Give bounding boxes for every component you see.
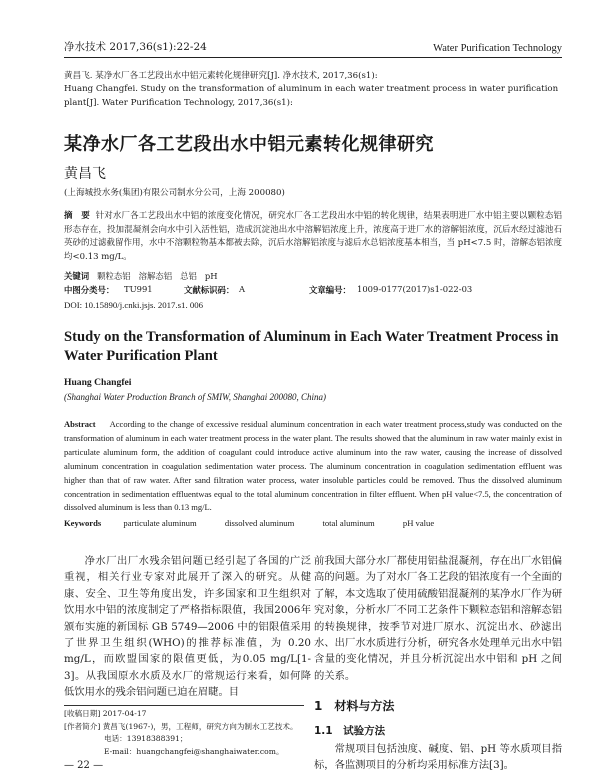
classification-row <box>64 284 562 296</box>
abstract-cn <box>64 210 562 264</box>
running-header <box>64 38 562 54</box>
title-en: Study on the Transformation of Aluminum in Each Water Treatment Process in Water Purification Plant <box>64 329 559 364</box>
footnote-rule <box>64 705 304 706</box>
doc-code-value: A <box>239 284 246 294</box>
citation-en: Huang Changfei. Study on the transformation of aluminum in each water treatment process in water purification plant[J]. Water Purification Technology, 2017,36(s1): <box>64 84 559 108</box>
abstract-cn-label: 摘 要 <box>64 211 90 221</box>
abstract-cn-text: 针对水厂各工艺段出水中铝的浓度变化情况，研究水厂各工艺段出水中铝的转化规律，结果表明进厂水中铝主要以颗粒态铝形态存在，投加混凝剂会向水中引入活性铝，造成沉淀池出水中溶解铝浓度上升，浓度高于进厂水的溶解铝浓度，沉后水经过滤池石英砂的过滤截留作用，水中不溶颗粒物基本都被去除，沉后水溶解铝浓度与滤后水总铝浓度基本相当，当 pH<7.5 时，溶解态铝浓度均<0.13 mg/L。 <box>64 211 562 262</box>
doi: DOI: 10.15890/j.cnki.jsjs. 2017.s1. 006 <box>64 300 204 310</box>
methods-paragraph: 常规项目包括浊度、碱度、铝、pH 等水质项目指标，各监测项目的分析均采用标准方法[3]。 <box>314 743 562 772</box>
page-number: — 22 — <box>64 760 104 771</box>
keyword-cn-item: 总铝 <box>180 271 197 281</box>
author-bio: [作者简介] 黄昌飞(1967-)，男，工程师，研究方向为制水工艺技术。 <box>64 721 298 731</box>
keyword-cn-item: 溶解态铝 <box>138 271 173 281</box>
keywords-en-label: Keywords <box>64 518 102 528</box>
citation-cn: 黄昌飞. 某净水厂各工艺段出水中铝元素转化规律研究[J]. 净水技术, 2017,36(s1): <box>64 71 378 81</box>
clc-label: 中图分类号： <box>64 285 115 295</box>
section-heading: 1 材料与方法 <box>314 699 395 714</box>
author-en: Huang Changfei <box>64 377 132 388</box>
abstract-en <box>64 418 562 515</box>
clc-value: TU991 <box>124 284 153 294</box>
keywords-cn <box>64 270 562 282</box>
citation-block <box>64 70 562 110</box>
keywords-en <box>64 518 562 528</box>
affiliation-en: (Shanghai Water Production Branch of SMIW, Shanghai 200080, China) <box>64 392 326 402</box>
author-phone: 电话：13918388391； <box>104 734 188 743</box>
footnote <box>64 708 314 758</box>
subsection-heading: 1.1 试验方法 <box>314 724 386 737</box>
title-cn: 某净水厂各工艺段出水中铝元素转化规律研究 <box>64 134 434 155</box>
author-email: E-mail：huangchangfei@shanghaiwater.com。 <box>104 746 284 756</box>
keyword-en-item: dissolved aluminum <box>224 518 295 528</box>
keyword-en-item: pH value <box>402 518 435 528</box>
body-left-column <box>64 553 311 701</box>
keyword-en-item: total aluminum <box>322 518 375 528</box>
article-no-value: 1009-0177(2017)s1-022-03 <box>357 284 473 294</box>
doc-code-label: 文献标识码： <box>184 285 235 295</box>
keyword-cn-item: 颗粒态铝 <box>97 271 131 281</box>
intro-paragraph-left: 净水厂出厂水残余铝问题已经引起了各国的广泛重视，相关行业专家对此展开了深入的研究。从健康、安全、卫生等角度出发，许多国家和卫生组织对饮用水中铝的浓度制定了严格指标限值，我国2006年颁布实施的新国标 GB 5749—2006 中的铝限值采用了世界卫生组织(WHO)的推荐标准值，为 0.20 mg/L，而欧盟国家的限值更低，为0.05 mg/L[1-3]。从我国原水水质及水厂的常规运行来看，如何降低饮用水的残余铝问题已迫在眉睫。目 <box>64 555 311 699</box>
affiliation-cn: (上海城投水务(集团)有限公司制水分公司，上海 200080) <box>64 188 285 198</box>
keyword-en-item: particulate aluminum <box>123 518 197 528</box>
received-date: [收稿日期] 2017-04-17 <box>64 709 147 718</box>
body-right-column <box>314 553 562 774</box>
journal-header-cn: 净水技术 2017,36(s1):22-24 <box>64 41 207 53</box>
header-rule <box>64 57 562 58</box>
keywords-cn-label: 关键词 <box>64 271 90 281</box>
intro-paragraph-right: 前我国大部分水厂都使用铝盐混凝剂，存在出厂水铝偏高的问题。为了对水厂各工艺段的铝浓度有一个全面的了解，本文选取了使用硫酸铝混凝剂的某净水厂作为研究对象，分析水厂不同工艺条件下颗粒态铝和溶解态铝的转换规律，按季节对进厂原水、沉淀出水、砂滤出水、出厂水水质进行分析，研究各水处理单元出水中铝含量的变化情况，并且分析沉淀出水中铝和 pH 之间的关系。 <box>314 555 562 682</box>
keyword-cn-item: pH <box>204 271 218 281</box>
abstract-en-text: According to the change of excessive residual aluminum concentration in each water treatment process,study was conducted on the transformation of aluminum in each water treatment process in the water plant. The results showed that the aluminum in raw water mainly exist in particulate aluminum form, the addition of coagulant could introduce active aluminum into the raw water, causing the increase of dissolved aluminum concentration in coagulation sedimentation water process. The aluminum concentration in coagulation sedimentation effluent was higher than that of raw water. After sand filtration water process, water insoluble particles could be removed. Thus the dissolved aluminum concentration in sedimentation effluentwas equal to the total aluminum concentration in filter effluent. When pH value<7.5, the concentration of dissolved aluminum is less than 0.13 mg/L. <box>64 419 562 513</box>
journal-header-en: Water Purification Technology <box>433 43 562 54</box>
article-no-label: 文章编号： <box>309 285 351 295</box>
author-cn: 黄昌飞 <box>64 166 106 182</box>
abstract-en-label: Abstract <box>64 419 96 429</box>
